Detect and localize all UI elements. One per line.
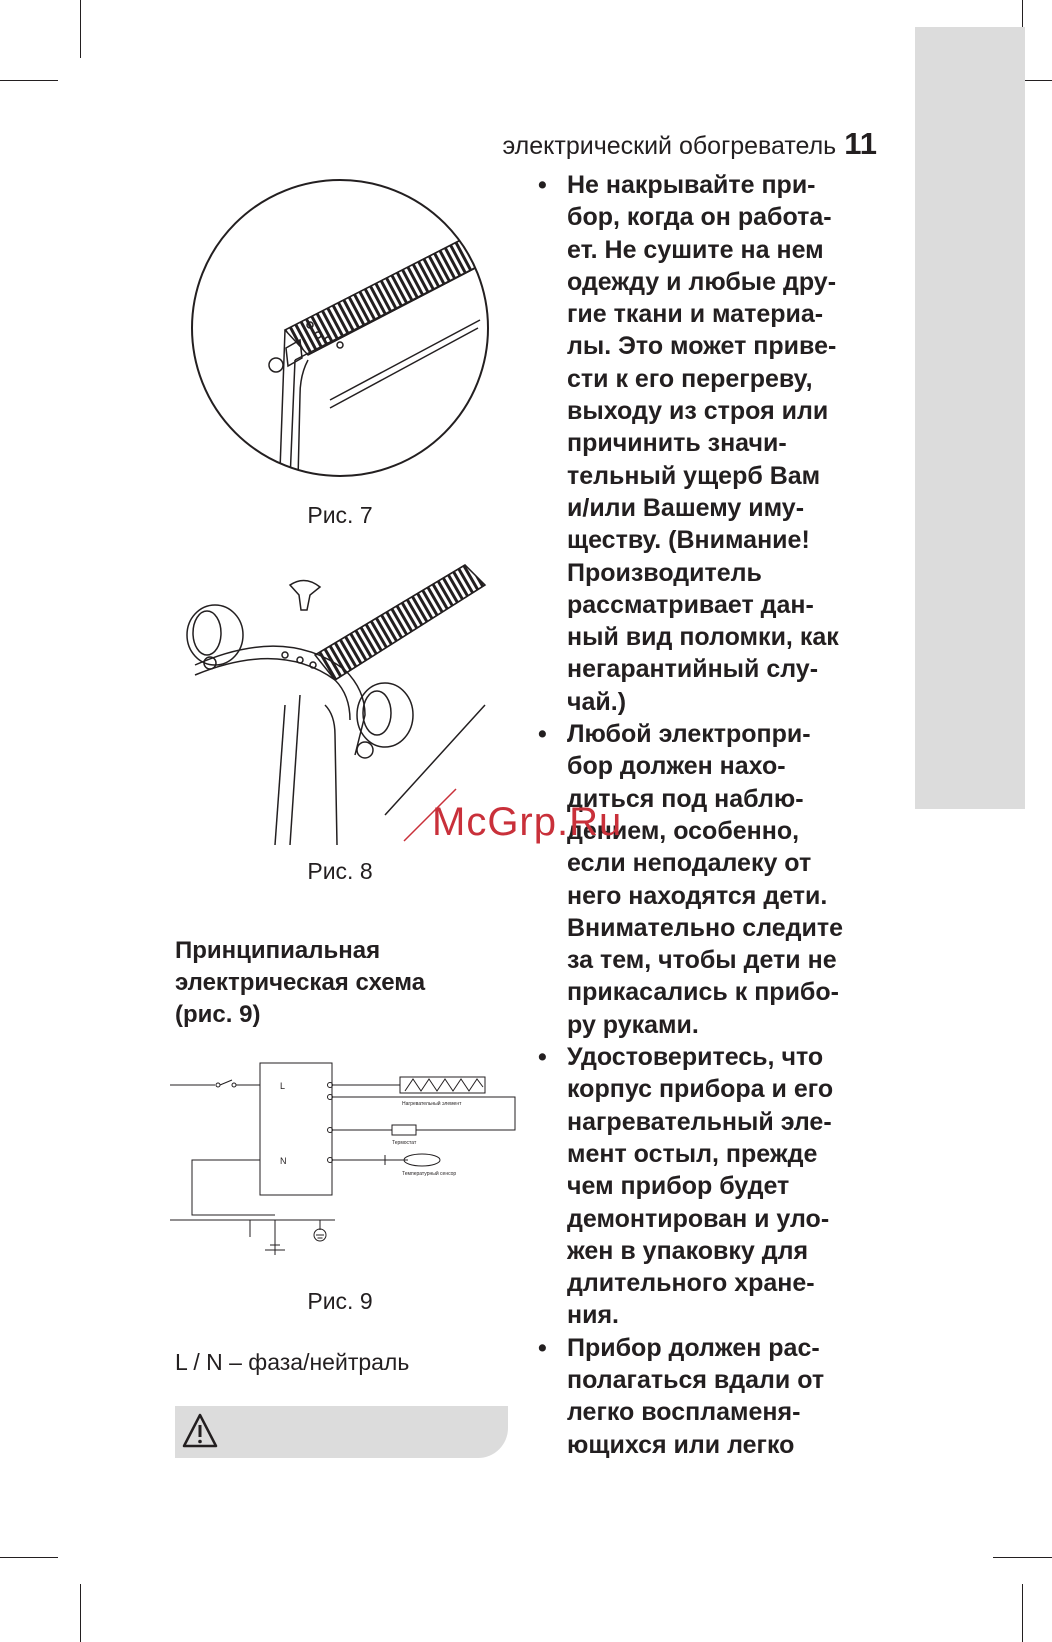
bullet-line: выходу из строя или — [567, 397, 829, 426]
bullet-item — [538, 169, 878, 718]
bullet-line: ный вид поломки, как — [567, 623, 839, 652]
bullet-item — [538, 1041, 878, 1332]
bullet-line: Удостоверитесь, что — [567, 1043, 824, 1072]
bullet-item — [538, 1332, 878, 1461]
crop-mark — [0, 1557, 58, 1558]
bullet-dot: • — [538, 1333, 547, 1362]
bullet-line: Прибор должен рас- — [567, 1333, 820, 1362]
bullet-line: Производитель — [567, 558, 762, 587]
chapter-side-tab — [915, 27, 1025, 809]
bullet-line: и/или Вашему иму- — [567, 493, 805, 522]
crop-mark — [80, 0, 81, 58]
page-header — [502, 126, 877, 162]
thermostat-label: Термостат — [392, 1140, 417, 1146]
bullet-line: ющихся или легко — [567, 1430, 795, 1459]
bullet-line: ру руками. — [567, 1010, 699, 1039]
bullet-line: дением, особенно, — [567, 816, 800, 845]
bullet-line: лы. Это может приве- — [567, 332, 837, 361]
bullet-line: Внимательно следите — [567, 913, 844, 942]
bullet-line: жен в упаковку для — [567, 1236, 809, 1265]
legend-text: L / N – фаза/нейтраль — [175, 1349, 410, 1375]
schema-title-line: Принципиальная — [175, 937, 381, 964]
figure-7-caption: Рис. 7 — [307, 502, 373, 528]
crop-mark — [80, 1584, 81, 1642]
crop-mark — [993, 1557, 1052, 1558]
temp-sensor-label: Температурный сенсор — [402, 1171, 457, 1177]
bullet-line: полагаться вдали от — [567, 1365, 825, 1394]
bullet-line: диться под наблю- — [567, 784, 804, 813]
warning-icon — [182, 1412, 218, 1450]
bullet-dot: • — [538, 171, 547, 199]
heating-element-label: Нагревательный элемент — [402, 1101, 462, 1107]
watermark: McGrp.Ru — [432, 800, 623, 844]
bullet-line: бор, когда он работа- — [567, 203, 832, 232]
bullet-line: ет. Не сушите на нем — [567, 235, 824, 264]
bullet-line: ществу. (Внимание! — [567, 526, 810, 555]
crop-mark — [0, 80, 58, 81]
bullet-line: легко воспламеня- — [567, 1398, 801, 1427]
bullet-line: чем прибор будет — [567, 1172, 790, 1201]
bullet-line: за тем, чтобы дети не — [567, 946, 837, 975]
bullet-line: бор должен нахо- — [567, 752, 786, 781]
bullet-line: нагревательный эле- — [567, 1107, 832, 1136]
watermark-slash — [400, 785, 460, 845]
bullet-line: одежду и любые дру- — [567, 267, 837, 296]
figure-9-caption: Рис. 9 — [307, 1288, 373, 1314]
bullet-line: гие ткани и материа- — [567, 300, 824, 329]
bullet-line: если неподалеку от — [567, 849, 812, 878]
header-title: электрический обогреватель — [502, 132, 837, 160]
bullet-dot: • — [538, 1043, 547, 1072]
bullet-line: прикасались к прибо- — [567, 978, 839, 1007]
terminal-l-label: L — [280, 1081, 286, 1091]
bullet-line: демонтирован и уло- — [567, 1204, 830, 1233]
figure-7-illustration — [190, 180, 490, 480]
figure-8-caption: Рис. 8 — [307, 858, 373, 884]
page-number: 11 — [844, 126, 877, 161]
bullet-line: причинить значи- — [567, 429, 787, 458]
bullet-line: тельный ущерб Вам — [567, 461, 821, 490]
bullet-line: корпус прибора и его — [567, 1075, 834, 1104]
bullet-line: чай.) — [567, 687, 627, 716]
bullet-item — [538, 718, 878, 1041]
bullet-line: негарантийный слу- — [567, 655, 819, 684]
schema-title-line: (рис. 9) — [175, 1001, 261, 1028]
figure-9-circuit-diagram — [170, 1055, 520, 1255]
bullet-line: сти к его перегреву, — [567, 364, 813, 393]
bullet-line: длительного хране- — [567, 1269, 815, 1298]
bullet-line: Любой электропри- — [567, 720, 811, 749]
bullet-line: Не накрывайте при- — [567, 171, 816, 199]
bullet-dot: • — [538, 720, 547, 749]
schema-title-line: электрическая схема — [175, 969, 426, 996]
crop-mark — [1022, 1584, 1023, 1642]
terminal-n-label: N — [280, 1156, 287, 1166]
bullet-line: рассматривает дан- — [567, 590, 814, 619]
schema-title — [175, 935, 425, 1031]
bullet-line: ния. — [567, 1301, 620, 1330]
bullet-line: него находятся дети. — [567, 881, 828, 910]
bullet-line: мент остыл, прежде — [567, 1139, 818, 1168]
warning-bar — [175, 1406, 508, 1458]
